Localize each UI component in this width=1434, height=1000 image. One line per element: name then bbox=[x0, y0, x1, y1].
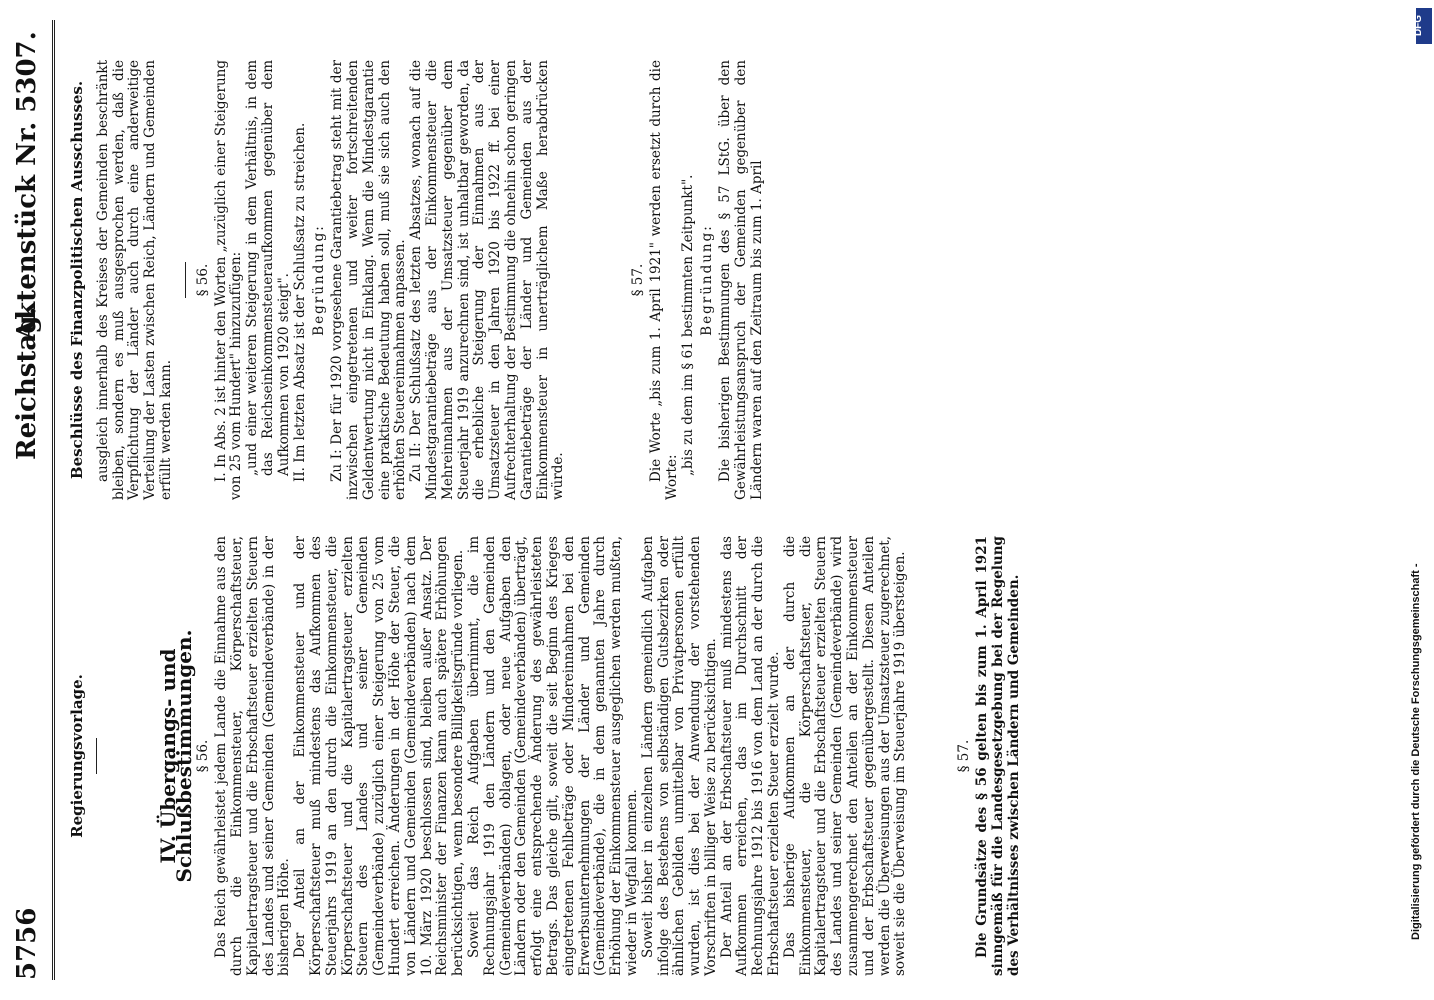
paragraph-mark-57: § 57. bbox=[630, 263, 647, 297]
digitization-note bbox=[1410, 500, 1430, 940]
justification-3: Die bisherigen Bestimmungen des § 57 LStG. über den Gewährleistungsanspruch der Gemeinden gegenüber den Ländern waren auf den Zeitraum bis zum 1. April bbox=[717, 60, 765, 500]
paragraph-mark-56: § 56. bbox=[194, 263, 211, 297]
amendment-57: Die Worte „bis zum 1. April 1921" werden ersetzt durch die Worte: bbox=[647, 60, 680, 500]
short-divider bbox=[185, 262, 186, 298]
left-paragraph-7: Die Grundsätze des § 56 gelten bis zum 1. April 1921 sinngemäß für die Landesgesetzgebung bei der Regelung des Verhältnisses zwischen Ländern und Gemeinden. bbox=[974, 536, 1022, 976]
left-paragraph-4: Soweit bisher in einzelnen Ländern gemeindlich Aufgaben infolge des Bestehens von selbständigen Gutsbezirken oder ähnlichen Gebilden unmittelbar von Privatpersonen erfüllt wurden, ist dies bei der Anwendung der vorstehenden Vorschriften in billiger Weise zu berücksichtigen. bbox=[639, 536, 719, 976]
left-paragraph-5: Der Anteil an der Erbschaftsteuer muß mindestens das Aufkommen erreichen, das im Durchschnitt der Rechnungsjahre 1912 bis 1916 von dem Land an der durch die Erbschaftsteuer erzielten Steuer erzielt wurde. bbox=[718, 536, 783, 976]
justification-2: Zu II: Der Schlußsatz des letzten Absatzes, wonach auf die Mindestgarantiebeträge aus der Einkommensteuer die Mehreinnahmen aus der Umsatzsteuer gegenüber dem Steuerjahr 1919 anzurechnen sind, ist unhaltbar geworden, da die erhebliche Steigerung der Einnahmen aus der Umsatzsteuer in den Jahren 1920 bis 1922 ff. bei einer Aufrechterhaltung der Bestimmung die ohnehin schon geringen Garantiebeträge der Länder und Gemeinden aus der Einkommensteuer in unerträglichem Maße herabdrücken würde. bbox=[408, 60, 567, 500]
dfg-logo-text: DFG bbox=[1413, 14, 1425, 37]
left-column-heading: Regierungsvorlage. bbox=[68, 674, 86, 838]
page-header bbox=[8, 20, 48, 980]
amendment-57-quote: „bis zu dem im § 61 bestimmten Zeitpunkt". bbox=[679, 174, 696, 476]
header-subtitle: Aktenstück Nr. 5307. bbox=[12, 31, 42, 340]
digitization-text: Digitalisierung gefördert durch die Deutsche Forschungsgemeinschaft - bbox=[1410, 563, 1422, 940]
left-paragraph-1: Das Reich gewährleistet jedem Lande die Einnahme aus den durch die Einkommensteuer, Körperschaftsteuer, Kapitalertragsteuer und die Erbschaftsteuer erzielten Steuern des Landes und seiner Gemeinden (Gemeindeverbände) in der bisherigen Höhe. bbox=[213, 536, 293, 976]
left-paragraph-3: Soweit das Reich Aufgaben übernimmt, die im Rechnungsjahr 1919 den Ländern und den Gemeinden (Gemeindeverbänden) oblagen, oder neue Aufgaben den Ländern oder den Gemeinden (Gemeindeverbänden) überträgt, erfolgt eine entsprechende Änderung des gewährleisteten Betrags. Das gleiche gilt, soweit die seit Beginn des Krieges eingetretenen Fehlbeträge oder Mindereinnahmen bei den Erwerbsunternehmungen der Länder und Gemeinden (Gemeindeverbände), die in dem genannten Jahre durch Erhöhung der Einkommensteuer ausgeglichen werden mußten, wieder in Wegfall kommen. bbox=[465, 536, 640, 976]
right-paragraph-1: ausgleich innerhalb des Kreises der Gemeinden beschränkt bleiben, sondern es muß ausgesprochen werden, daß die Verpflichtung der Länder auch durch eine anderweitige Verteilung der Lasten zwischen Reich, Ländern und Gemeinden erfüllt werden kann. bbox=[94, 60, 174, 500]
section-title: IV. Übergangs- und Schlußbestimmungen. bbox=[155, 629, 196, 883]
short-divider bbox=[96, 738, 97, 774]
justification-heading: Begründung: bbox=[699, 224, 716, 336]
left-column bbox=[64, 536, 1022, 976]
page-number: 5756 bbox=[12, 907, 42, 980]
right-column bbox=[64, 60, 765, 500]
left-paragraph-2: Der Anteil an der Einkommensteuer und der Körperschaftsteuer muß mindestens das Aufkommen des Steuerjahrs 1919 an den durch die Einkommensteuer, die Körperschaftsteuer und die Kapitalertragsteuer erzielten Steuern des Landes und seiner Gemeinden (Gemeindeverbände) zuzüglich einer Steigerung von 25 vom Hundert erreichen. Änderungen in der Höhe der Steuer, die von Ländern und Gemeinden (Gemeindeverbänden) nach dem 10. März 1920 beschlossen sind, bleiben außer Ansatz. Der Reichsminister der Finanzen kann auch spätere Erhöhungen berücksichtigen, wenn besondere Billigkeitsgründe vorliegen. bbox=[292, 536, 467, 976]
header-rule bbox=[52, 20, 55, 980]
paragraph-mark-56: § 56. bbox=[195, 739, 212, 773]
amendment-2: II. Im letzten Absatz ist der Schlußsatz zu streichen. bbox=[291, 122, 308, 482]
right-column-heading: Beschlüsse des Finanzpolitischen Ausschusses. bbox=[68, 80, 86, 480]
dfg-logo bbox=[1413, 8, 1432, 44]
header-title: Reichstag. bbox=[12, 306, 42, 460]
amendment-1: I. In Abs. 2 ist hinter den Worten „zuzüglich einer Steigerung von 25 vom Hundert" hinzuzufügen: bbox=[212, 60, 245, 500]
justification-heading: Begründung: bbox=[311, 224, 328, 336]
left-paragraph-6: Das bisherige Aufkommen an der durch die Einkommensteuer, die Körperschaftsteuer, die Kapitalertragsteuer und die Erbschaftsteuer erzielten Steuern des Landes und seiner Gemeinden (Gemeindeverbände) wird zusammengerechnet den Anteilen an der Einkommensteuer und der Erbschaftsteuer gegenübergestellt. Diesen Anteilen werden die Überweisungen aus der Umsatzsteuer zugerechnet, soweit sie die Überweisung im Steuerjahre 1919 übersteigen. bbox=[781, 536, 909, 976]
paragraph-mark-57: § 57. bbox=[956, 739, 973, 773]
amendment-1-quote: „und einer weiteren Steigerung in dem Verhältnis, in dem das Reichseinkommensteueraufkommen gegenüber dem Aufkommen von 1920 steigt". bbox=[244, 60, 292, 476]
justification-1: Zu I: Der für 1920 vorgesehene Garantiebetrag steht mit der inzwischen eingetretenen und weiter fortschreitenden Geldentwertung nicht in Einklang. Wenn die Mindestgarantie eine praktische Bedeutung haben soll, muß sie sich auch den erhöhten Steuereinnahmen anpassen. bbox=[329, 60, 409, 500]
